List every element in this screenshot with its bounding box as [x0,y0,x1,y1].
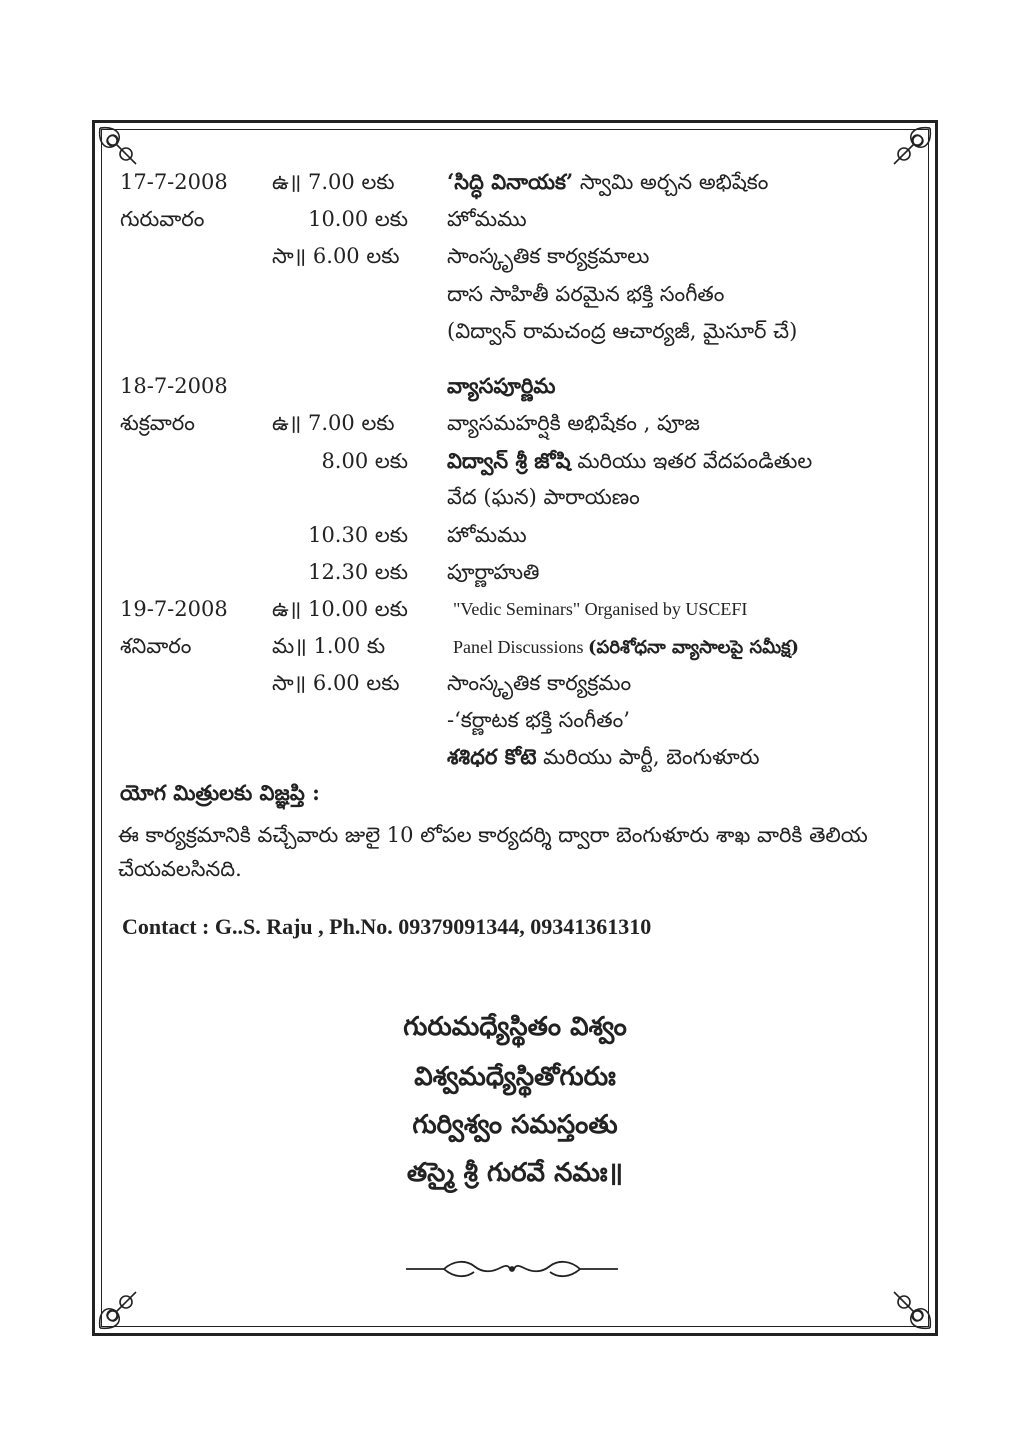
day3-event-5 [447,743,760,771]
day3-weekday: శనివారం [120,634,192,658]
flourish-ornament-icon [404,1256,620,1282]
day3-event-1: "Vedic Seminars" Organised by USCEFI [453,599,748,619]
day3-event-3: సాంస్కృతిక కార్యక్రమం [447,671,632,695]
day1-event-3: సాంస్కృతిక కార్యక్రమాలు [447,244,650,268]
notice-title: యోగ మిత్రులకు విజ్ఞప్తి : [120,780,320,805]
day2-date: 18-7-2008 [120,374,228,398]
corner-ornament-icon [888,124,934,170]
day3-event-2 [453,632,799,662]
day1-date: 17-7-2008 [120,170,228,194]
day2-title: వ్యాసపూర్ణిమ [447,373,556,398]
day1-event-1-name: ‘సిద్ధి వినాయక’ [447,169,574,194]
day1-event-4: దాస సాహితీ పరమైన భక్తి సంగీతం [447,282,725,306]
day1-time-3: సా॥ 6.00 లకు [272,244,400,268]
day2-event-5: పూర్ణాహుతి [447,560,540,584]
day3-event-5-rest: మరియు పార్టీ, బెంగుళూరు [536,745,760,769]
day2-event-1: వ్యాసమహర్షికి అభిషేకం , పూజ [447,411,700,435]
day3-event-4: -‘కర్ణాటక భక్తి సంగీతం’ [447,708,630,732]
day2-time-1: ఉ॥ 7.00 లకు [272,411,395,435]
day2-event-2 [447,447,812,475]
corner-ornament-icon [888,1286,934,1332]
sloka-line-4: తస్మై శ్రీ గురవే నమః॥ [406,1158,624,1188]
day2-time-5: 12.30 లకు [308,560,408,584]
day2-event-2-name: విద్వాన్ శ్రీ జోషి [447,448,571,473]
day1-event-2: హోమము [447,207,527,231]
day3-time-3: సా॥ 6.00 లకు [272,671,400,695]
day2-weekday: శుక్రవారం [120,411,195,435]
day3-event-2-en: Panel Discussions [453,637,588,657]
day3-event-5-name: శశిధర కోటె [447,744,537,769]
day2-event-4: హోమము [447,523,527,547]
day2-time-2: 8.00 లకు [321,449,408,473]
day3-time-1: ఉ॥ 10.00 లకు [272,597,408,621]
day1-event-5: (విద్వాన్ రామచంద్ర ఆచార్యజీ, మైసూర్ చే) [447,319,798,343]
day1-weekday: గురువారం [120,207,205,231]
day2-time-4: 10.30 లకు [308,523,408,547]
corner-ornament-icon [96,124,142,170]
corner-ornament-icon [96,1286,142,1332]
notice-body: ఈ కార్యక్రమానికి వచ్చేవారు జులై 10 లోపల కార్యదర్శి ద్వారా బెంగుళూరు శాఖ వారికి తెలియ చేయవలసినది. [118,823,868,881]
day3-date: 19-7-2008 [120,597,228,621]
day1-event-1 [447,168,768,196]
day3-time-2: మ॥ 1.00 కు [272,634,386,658]
day1-event-1-rest: స్వామి అర్చన అభిషేకం [573,170,769,194]
day1-time-2: 10.00 లకు [308,207,408,231]
day1-time-1: ఉ॥ 7.00 లకు [272,170,395,194]
day3-event-2-te: (పరిశోధనా వ్యాసాలపై సమీక్ష) [588,637,800,658]
day2-event-3: వేద (ఘన) పారాయణం [447,485,640,509]
sloka-line-1: గురుమధ్యేస్థితం విశ్వం [403,1012,627,1042]
sloka-line-3: గుర్విశ్వం సమస్తంతు [412,1110,618,1140]
sloka-line-2: విశ్వమధ్యేస్థితోగురుః [414,1062,616,1092]
day2-event-2-rest: మరియు ఇతర వేదపండితుల [570,449,813,473]
contact-line: Contact : G..S. Raju , Ph.No. 09379091344, 09341361310 [122,914,652,939]
